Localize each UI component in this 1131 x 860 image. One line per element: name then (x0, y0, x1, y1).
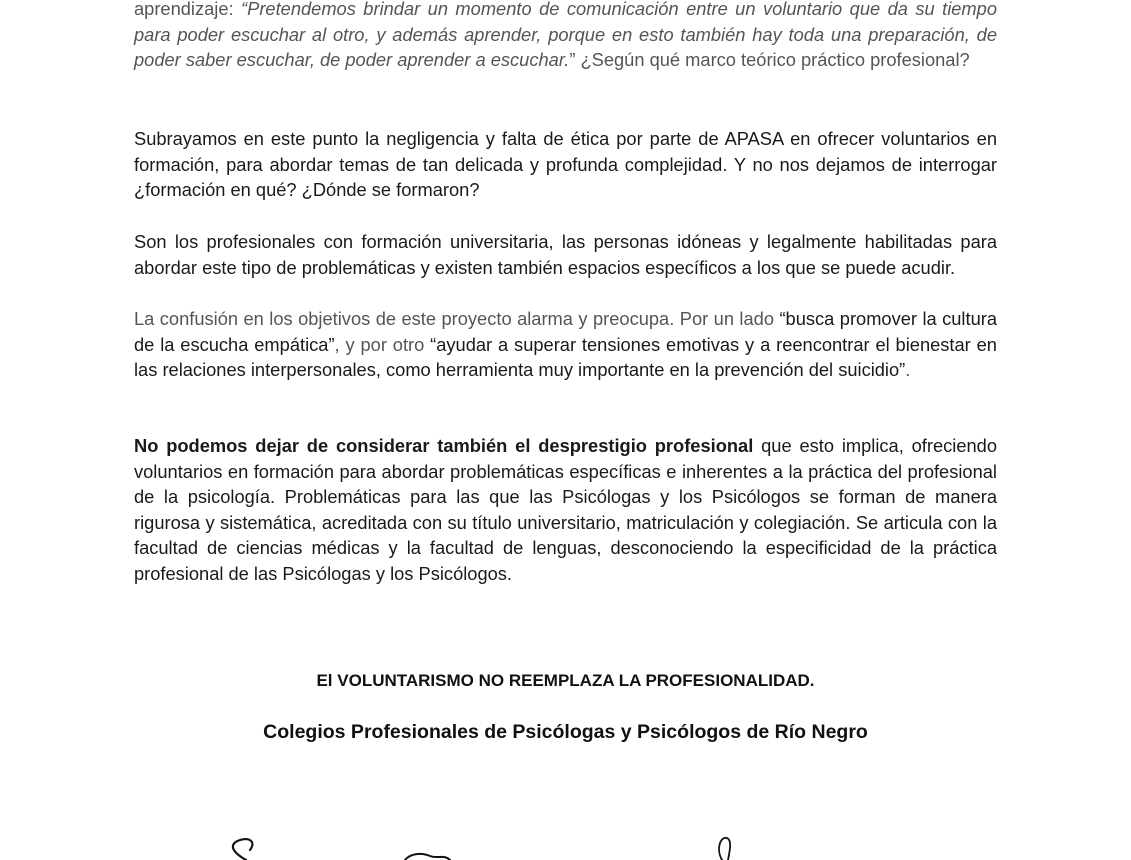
signature-mark-2 (405, 854, 450, 860)
paragraph-desprestigio (134, 433, 997, 587)
quoted-text: “busca promover la cultura de la escucha empática” (134, 308, 997, 355)
paragraph-quote-aprendizaje (134, 0, 997, 73)
handwritten-signatures (0, 830, 1131, 860)
paragraph-confusion (134, 306, 997, 383)
quoted-text: “Pretendemos brindar un momento de comunicación entre un voluntario que da su tiempo para poder escuchar al otro, y además aprender, porque en esto también hay toda una preparación, de poder saber escuchar, de poder aprender a escuchar. (134, 0, 997, 71)
slogan-heading: El VOLUNTARISMO NO REEMPLAZA LA PROFESIONALIDAD. (316, 671, 815, 690)
paragraph-text: que esto implica, ofreciendo voluntarios en formación para abordar problemáticas específicas e inherentes a la práctica del profesional de la psicología. Problemáticas para las que las Psicólogas y los Psicólogos se forman de manera rigurosa y sistemática, acreditada con su título universitario, matriculación y colegiación. Se articula con la facultad de ciencias médicas y la facultad de lenguas, desconociendo la especificidad de la práctica profesional de las Psicólogas y los Psicólogos. (134, 435, 997, 584)
paragraph-profesionales: Son los profesionales con formación universitaria, las personas idóneas y legalmente habilitadas para abordar este tipo de problemáticas y existen también espacios específicos a los que se puede acudir. (134, 231, 997, 278)
paragraph-negligencia: Subrayamos en este punto la negligencia y falta de ética por parte de APASA en ofrecer voluntarios en formación, para abordar temas de tan delicada y profunda complejidad. Y no nos dejamos de interrogar ¿formación en qué? ¿Dónde se formaron? (134, 128, 997, 201)
paragraph-tail: ” ¿Según qué marco teórico práctico profesional? (569, 49, 970, 71)
signature-organization: Colegios Profesionales de Psicólogas y Psicólogos de Río Negro (263, 721, 868, 743)
quoted-text: “ayudar a superar tensiones emotivas y a reencontrar el bienestar en las relaciones interpersonales, como herramienta muy importante en la prevención del suicidio” (134, 333, 997, 381)
paragraph-text: , y por otro (334, 333, 431, 355)
signature-mark-1 (233, 839, 252, 860)
paragraph-text: La confusión en los objetivos de este proyecto alarma y preocupa. Por un lado (134, 308, 780, 329)
paragraph-lead: aprendizaje: (134, 0, 242, 19)
paragraph-text: . (905, 359, 911, 381)
signature-mark-3 (719, 838, 730, 860)
bold-emphasis: No podemos dejar de considerar también el desprestigio profesional (134, 435, 754, 456)
